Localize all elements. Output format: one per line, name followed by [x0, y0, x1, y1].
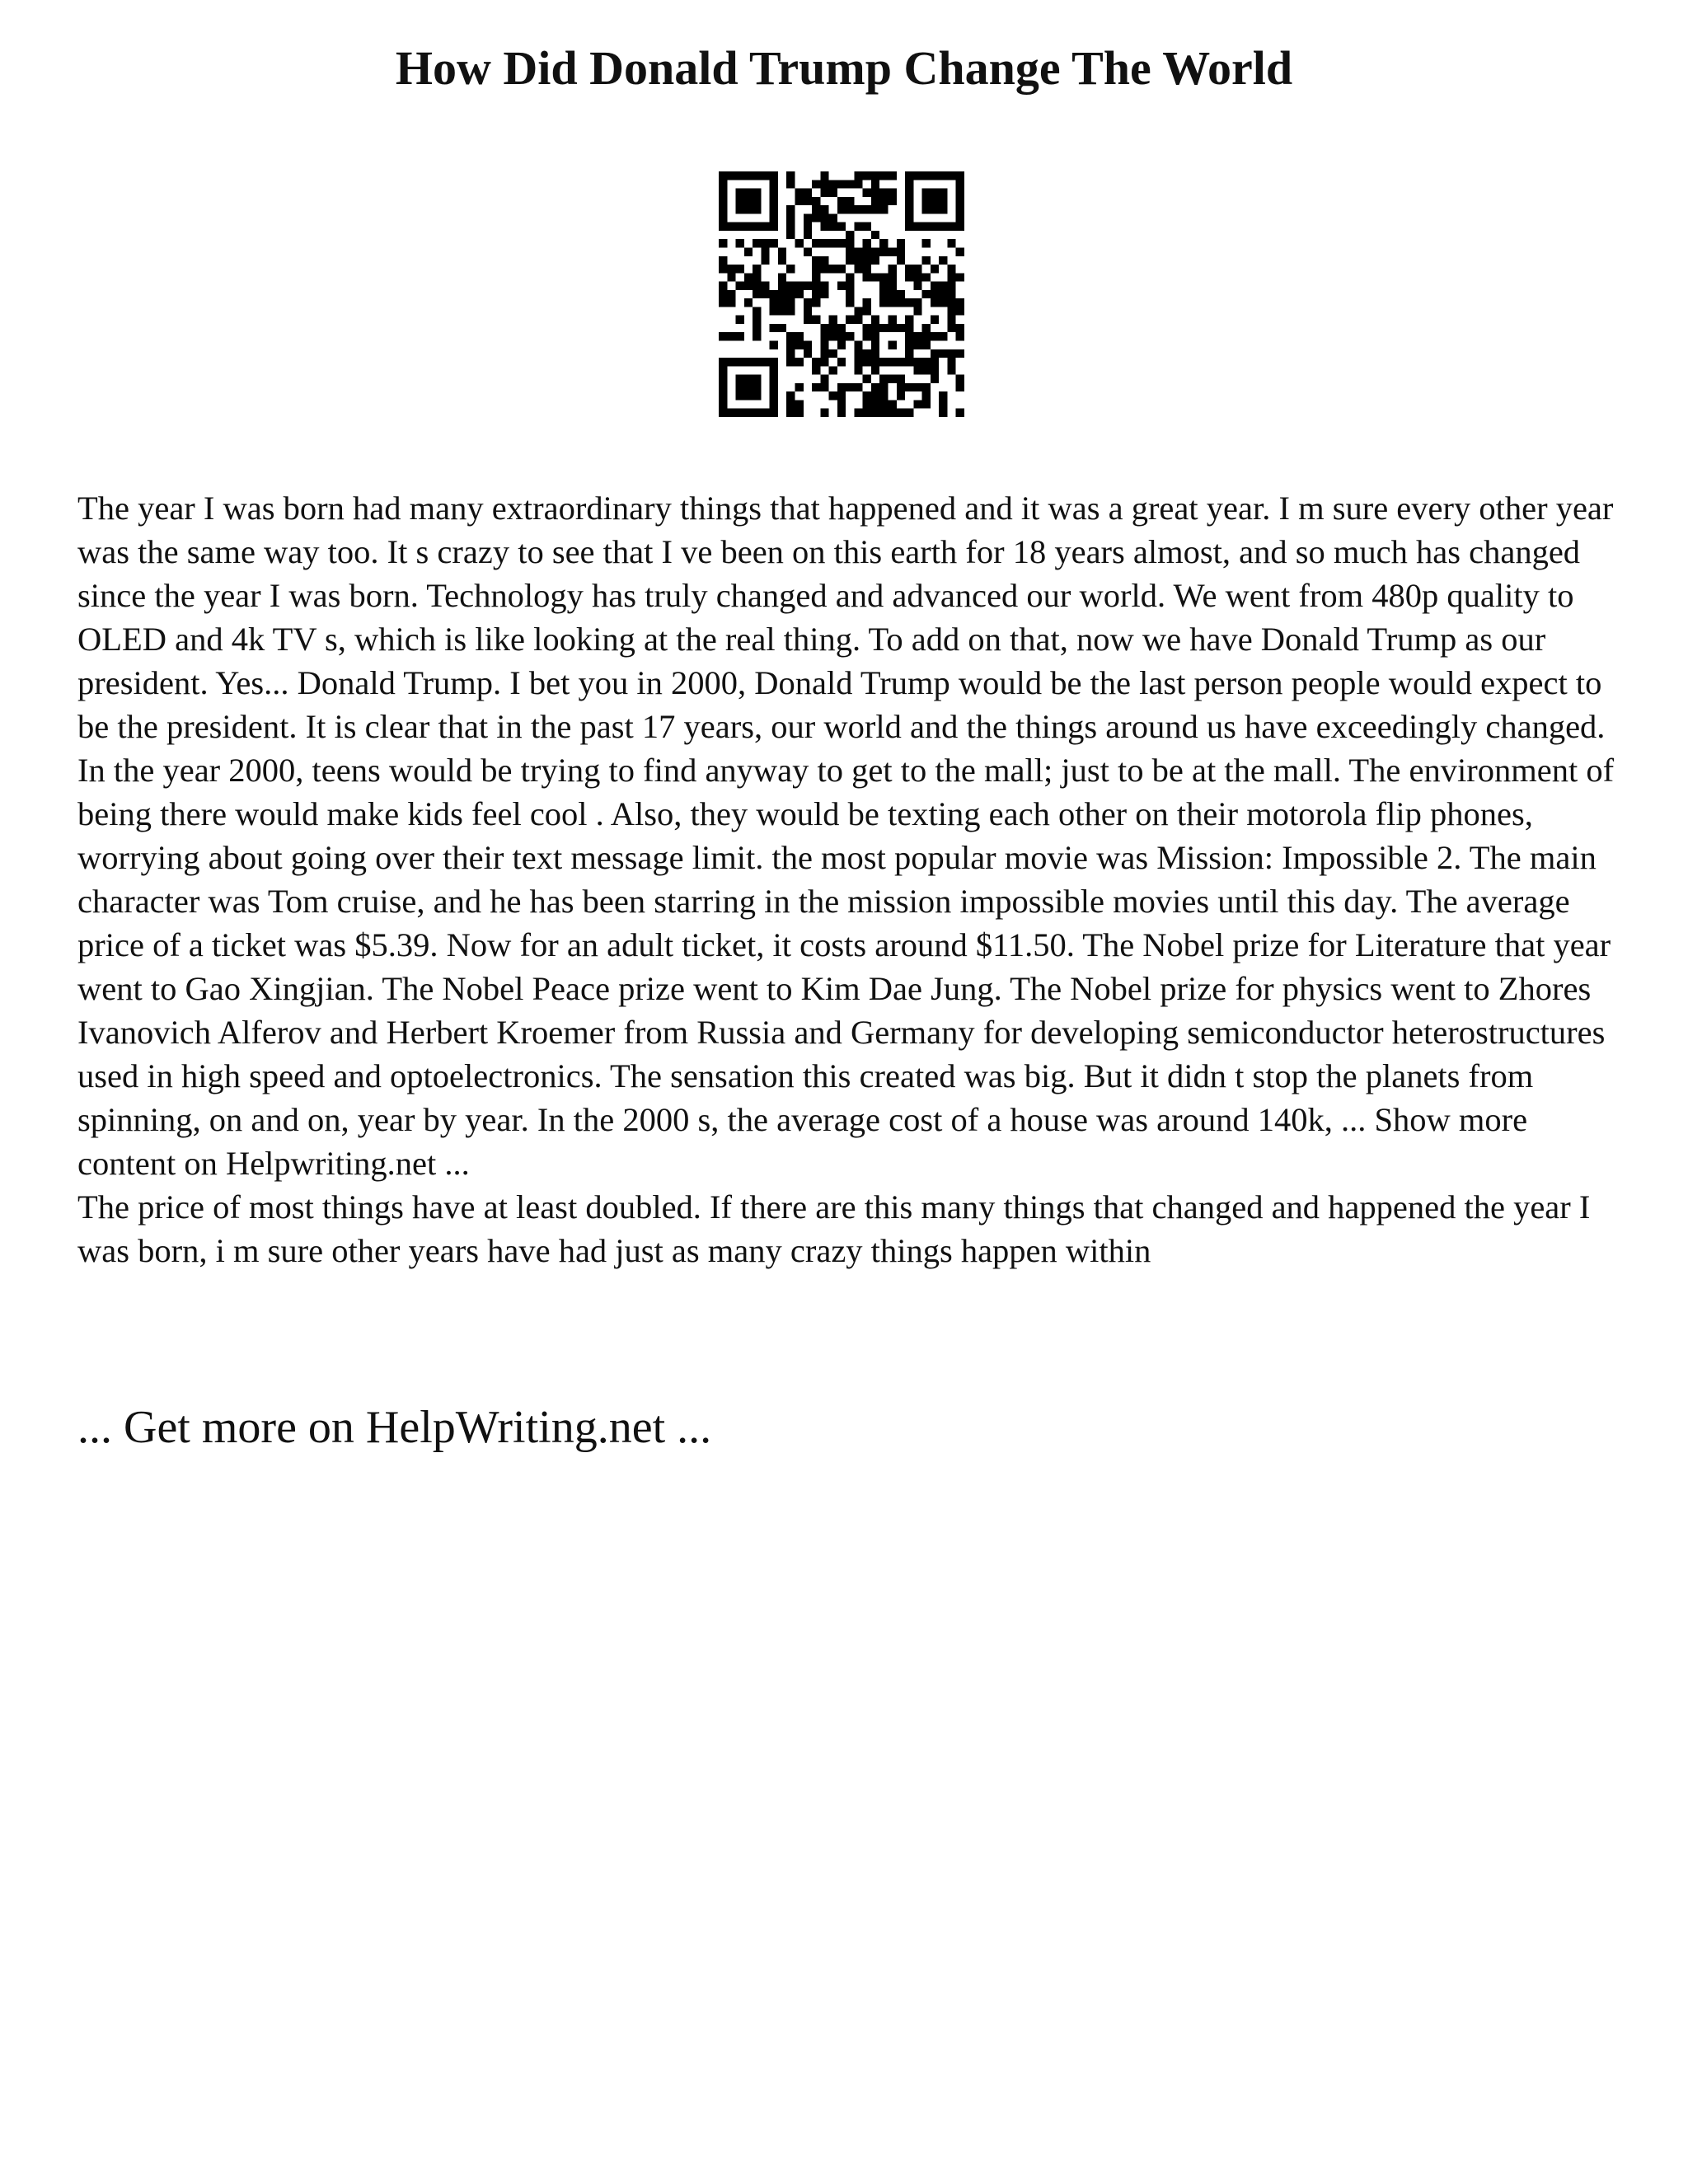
qr-code-icon [719, 171, 964, 417]
paragraph-2: The price of most things have at least doubled. If there are this many things that changed and happened the year I was born, i m sure other years have had just as many crazy things happen within [77, 1188, 1591, 1269]
paragraph-1: The year I was born had many extraordinary things that happened and it was a great year. I m sure every other year was the same way too. It s crazy to see that I ve been on this earth for 18 years almost, and so much has changed since the year I was born. Technology has truly changed and advanced our world. We went from 480p quality to OLED and 4k TV s, which is like looking at the real thing. To add on that, now we have Donald Trump as our president. Yes... Donald Trump. I bet you in 2000, Donald Trump would be the last person people would expect to be the president. It is clear that in the past 17 years, our world and the things around us have exceedingly changed. In the year 2000, teens would be trying to find anyway to get to the mall; just to be at the mall. The environment of being there would make kids feel cool . Also, they would be texting each other on their motorola flip phones, worrying about going over their text message limit. the most popular movie was Mission: Impossible 2. The main character was Tom cruise, and he has been starring in the mission impossible movies until this day. The average price of a ticket was $5.39. Now for an adult ticket, it costs around $11.50. The Nobel prize for Literature that year went to Gao Xingjian. The Nobel Peace prize went to Kim Dae Jung. The Nobel prize for physics went to Zhores Ivanovich Alferov and Herbert Kroemer from Russia and Germany for developing semiconductor heterostructures used in high speed and optoelectronics. The sensation this created was big. But it didn t stop the planets from spinning, on and on, year by year. In the 2000 s, the average cost of a house was around 140k, ... Show more content on Helpwriting.net ... [77, 490, 1615, 1182]
document-title: How Did Donald Trump Change The World [395, 41, 1293, 95]
document-body [77, 486, 1627, 1272]
get-more-link[interactable]: ... Get more on HelpWriting.net ... [77, 1402, 712, 1453]
